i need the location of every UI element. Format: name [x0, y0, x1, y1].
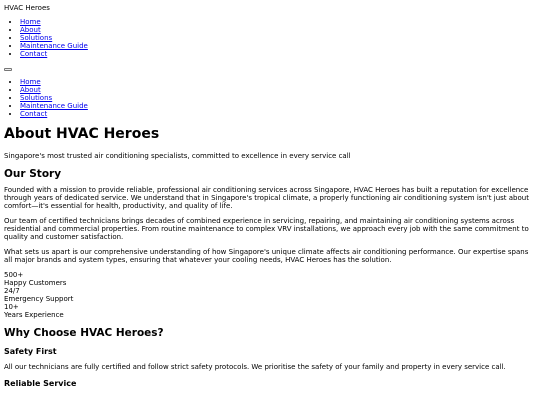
stat-label-experience: Years Experience: [4, 311, 64, 319]
feature-title-safety: Safety First: [4, 347, 57, 356]
mobile-nav-item-solutions: [20, 94, 536, 102]
nav-link-maintenance-guide[interactable]: Maintenance Guide: [20, 42, 88, 50]
stat-value-customers: 500+: [4, 271, 24, 279]
mobile-nav: [4, 78, 536, 118]
hero-subtitle: Singapore's most trusted air conditioning specialists, committed to excellence in every service call: [4, 152, 351, 160]
stats-section: [4, 271, 536, 319]
site-header: [4, 4, 536, 58]
mobile-nav-link-maintenance-guide[interactable]: Maintenance Guide: [20, 102, 88, 110]
mobile-nav-item-contact: [20, 110, 536, 118]
mobile-nav-link-home[interactable]: Home: [20, 78, 41, 86]
site-logo[interactable]: HVAC Heroes: [4, 4, 50, 12]
story-paragraph: Our team of certified technicians brings decades of combined experience in servicing, repairing, and maintaining air conditioning systems across residential and commercial properties. From routine maintenance to complex VRV installations, we approach every job with the same commitment to quality and customer satisfaction.: [4, 217, 529, 241]
story-section: [4, 168, 536, 264]
stat-label-customers: Happy Customers: [4, 279, 67, 287]
nav-link-home[interactable]: Home: [20, 18, 41, 26]
story-heading: Our Story: [4, 168, 62, 180]
mobile-nav-list: [4, 78, 536, 118]
nav-link-solutions[interactable]: Solutions: [20, 34, 53, 42]
nav-item-about: [20, 26, 536, 34]
mobile-nav-item-home: [20, 78, 536, 86]
mobile-nav-item-about: [20, 86, 536, 94]
feature-text-safety: All our technicians are fully certified and follow strict safety protocols. We prioritise the safety of your family and property in every service call.: [4, 363, 506, 371]
why-choose-heading: Why Choose HVAC Heroes?: [4, 327, 164, 339]
stat-value-support: 24/7: [4, 287, 20, 295]
story-paragraph: Founded with a mission to provide reliable, professional air conditioning services across Singapore, HVAC Heroes has built a reputation for excellence through years of dedicated service. We understand that in Singapore's tropical climate, a properly functioning air conditioning system isn't just about comfort—it's essential for health, productivity, and quality of life.: [4, 186, 529, 210]
nav-item-home: [20, 18, 536, 26]
main-nav: [4, 18, 536, 58]
mobile-nav-link-contact[interactable]: Contact: [20, 110, 48, 118]
story-paragraph: What sets us apart is our comprehensive understanding of how Singapore's unique climate affects air conditioning performance. Our expertise spans all major brands and system types, ensuring that whatever your cooling needs, HVAC Heroes has the solution.: [4, 248, 529, 264]
mobile-nav-item-maintenance-guide: [20, 102, 536, 110]
nav-link-about[interactable]: About: [20, 26, 41, 34]
menu-toggle-button[interactable]: [4, 68, 12, 71]
stat-label-support: Emergency Support: [4, 295, 74, 303]
why-choose-section: [4, 327, 536, 389]
nav-item-contact: [20, 50, 536, 58]
stat-value-experience: 10+: [4, 303, 19, 311]
mobile-nav-link-solutions[interactable]: Solutions: [20, 94, 53, 102]
main-nav-list: [4, 18, 536, 58]
page-title: About HVAC Heroes: [4, 126, 160, 142]
feature-title-reliable: Reliable Service: [4, 379, 77, 388]
hero-section: [4, 126, 536, 160]
nav-item-solutions: [20, 34, 536, 42]
nav-item-maintenance-guide: [20, 42, 536, 50]
mobile-nav-link-about[interactable]: About: [20, 86, 41, 94]
nav-link-contact[interactable]: Contact: [20, 50, 48, 58]
